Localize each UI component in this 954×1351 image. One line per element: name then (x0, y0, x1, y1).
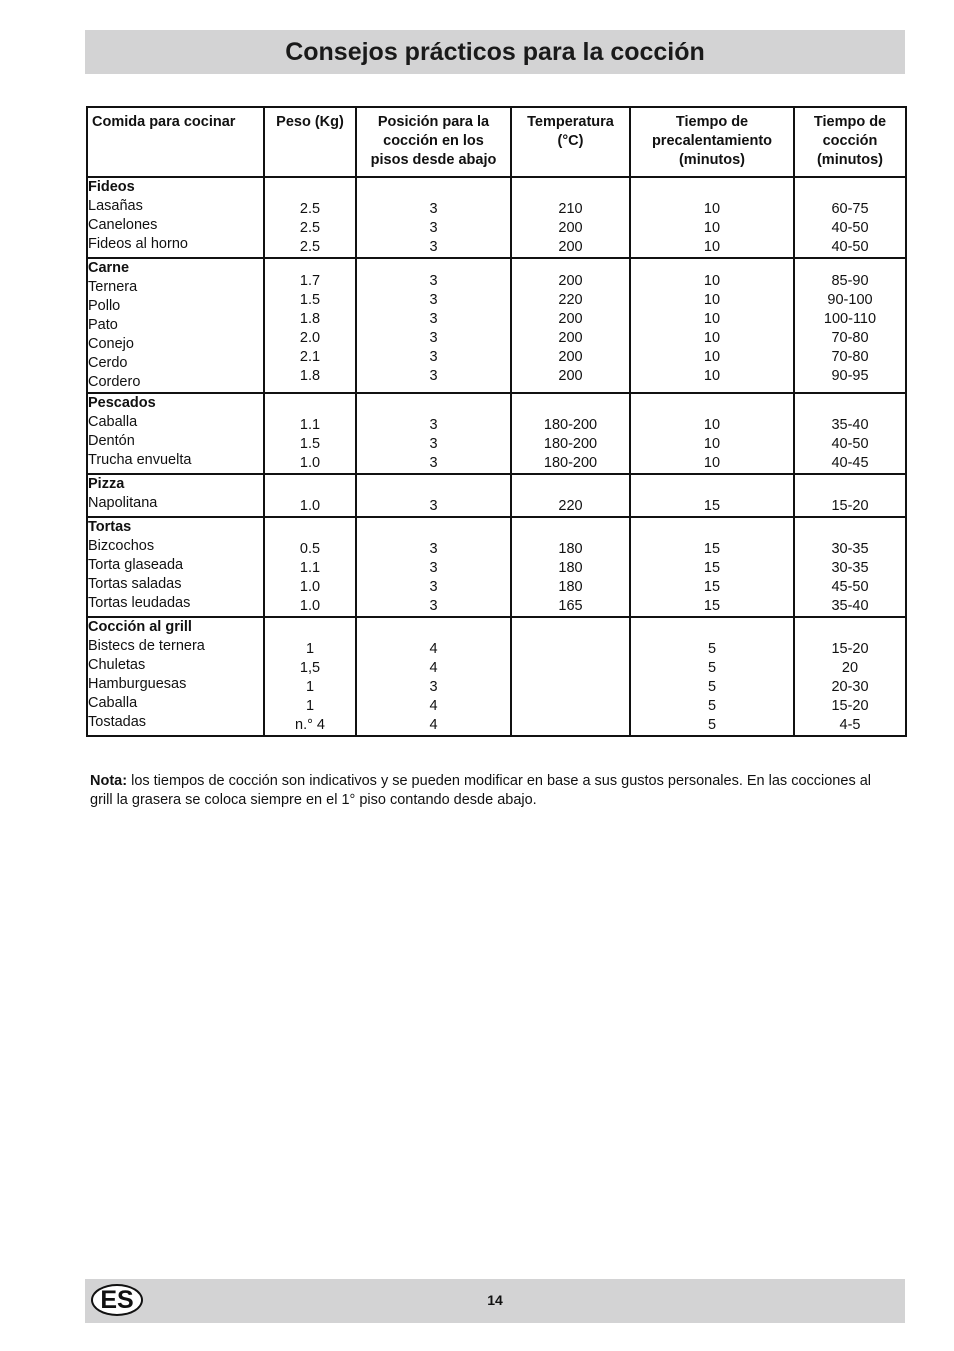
cell-value: 40-50 (831, 220, 869, 236)
cell-value: 1.5 (299, 436, 321, 452)
cell-value: 3 (429, 560, 438, 576)
food-cell (87, 474, 264, 517)
cell-value: 2.5 (299, 201, 321, 217)
cell-value: 200 (558, 349, 583, 365)
cell-value: 1.1 (299, 560, 321, 576)
cell-value: 3 (429, 220, 438, 236)
cell-value: 1 (305, 698, 315, 714)
food-item: Torta glaseada (88, 557, 184, 573)
cell-value: 220 (558, 292, 583, 308)
table-row (87, 617, 906, 736)
cook-time-cell (794, 617, 906, 736)
cell-value: 2.5 (299, 239, 321, 255)
food-item: Dentón (88, 433, 135, 449)
cooking-table (86, 106, 907, 737)
position-cell (356, 177, 511, 258)
category-label: Tortas (88, 519, 132, 535)
cell-value: 200 (558, 368, 583, 384)
food-cell (87, 258, 264, 393)
weight-cell (264, 617, 356, 736)
cell-value: 3 (429, 455, 438, 471)
food-item: Conejo (88, 336, 134, 352)
page-title: Consejos prácticos para la cocción (285, 37, 705, 66)
cell-value: 15 (703, 541, 721, 557)
cell-value: 200 (558, 330, 583, 346)
cell-value: 15-20 (831, 641, 869, 657)
cell-value: 3 (429, 436, 438, 452)
cell-value: 4-5 (839, 717, 861, 733)
cell-value: 5 (707, 660, 717, 676)
header-cook-time (794, 107, 906, 177)
category-label: Carne (88, 260, 130, 276)
cell-value: 3 (429, 579, 438, 595)
food-item: Canelones (88, 217, 158, 233)
cook-time-cell (794, 393, 906, 474)
cell-value: 10 (703, 220, 721, 236)
food-item: Tortas leudadas (88, 595, 191, 611)
cell-value: 10 (703, 455, 721, 471)
cell-value: 40-50 (831, 239, 869, 255)
cell-value: 15-20 (831, 698, 869, 714)
cell-value: 15 (703, 498, 721, 514)
cell-value: 1.8 (299, 311, 321, 327)
cell-value: 1.7 (299, 273, 321, 289)
cell-value: 90-95 (831, 368, 869, 384)
cell-value: 35-40 (831, 417, 869, 433)
cell-value (512, 716, 629, 735)
header-text: Peso (Kg) (276, 114, 344, 130)
preheat-cell (630, 474, 794, 517)
cell-value: 15 (703, 579, 721, 595)
cell-value: 1.0 (299, 498, 321, 514)
temperature-cell (511, 617, 630, 736)
cell-value: 40-50 (831, 436, 869, 452)
cell-value: 2.1 (299, 349, 321, 365)
cook-time-cell (794, 474, 906, 517)
cell-value: 35-40 (831, 598, 869, 614)
header-temperature (511, 107, 630, 177)
cell-value: 1.0 (299, 598, 321, 614)
position-cell (356, 517, 511, 617)
preheat-cell (630, 393, 794, 474)
cell-value: 3 (429, 417, 438, 433)
cook-time-cell (794, 258, 906, 393)
page-number: 14 (487, 1292, 503, 1308)
header-text: (°C) (557, 133, 584, 149)
cell-value (512, 640, 629, 659)
header-text: (minutos) (816, 152, 884, 168)
cell-value: 10 (703, 201, 721, 217)
cell-value: n.° 4 (295, 717, 325, 733)
title-bar (85, 30, 905, 74)
cell-value: 180-200 (543, 436, 598, 452)
cell-value: 20-30 (831, 679, 869, 695)
note-label: Nota: (90, 773, 128, 789)
food-item: Cerdo (88, 355, 128, 371)
cell-value: 1.5 (299, 292, 321, 308)
cell-value: 3 (429, 330, 438, 346)
food-item: Pato (88, 317, 118, 333)
cell-value: 10 (703, 330, 721, 346)
cell-value: 3 (429, 368, 438, 384)
food-item: Hamburguesas (88, 676, 187, 692)
cell-value: 180 (558, 579, 583, 595)
header-text: Comida para cocinar (92, 114, 236, 130)
header-weight (264, 107, 356, 177)
cell-value: 70-80 (831, 330, 869, 346)
cell-value: 1.0 (299, 579, 321, 595)
cell-value: 10 (703, 239, 721, 255)
cell-value: 15 (703, 560, 721, 576)
temperature-cell (511, 258, 630, 393)
weight-cell (264, 258, 356, 393)
food-cell (87, 517, 264, 617)
cell-value: 200 (558, 273, 583, 289)
food-item: Caballa (88, 414, 138, 430)
cell-value: 15-20 (831, 498, 869, 514)
weight-cell (264, 393, 356, 474)
cell-value: 10 (703, 436, 721, 452)
header-food (87, 107, 264, 177)
note (90, 772, 890, 810)
cell-value: 85-90 (831, 273, 869, 289)
cell-value: 5 (707, 641, 717, 657)
preheat-cell (630, 177, 794, 258)
cell-value: 3 (429, 311, 438, 327)
food-cell (87, 177, 264, 258)
cell-value: 3 (429, 598, 438, 614)
food-item: Napolitana (88, 495, 158, 511)
table-row (87, 258, 906, 393)
cell-value (512, 659, 629, 678)
cell-value (512, 678, 629, 697)
cell-value: 70-80 (831, 349, 869, 365)
cell-value: 4 (429, 660, 438, 676)
category-label: Cocción al grill (88, 619, 192, 635)
table-body (87, 177, 906, 736)
food-item: Fideos al horno (88, 236, 188, 252)
food-item: Trucha envuelta (88, 452, 192, 468)
cell-value: 45-50 (831, 579, 869, 595)
cell-value: 3 (429, 239, 438, 255)
food-cell (87, 393, 264, 474)
cell-value: 1 (305, 679, 315, 695)
cell-value: 0.5 (299, 541, 321, 557)
header-preheat (630, 107, 794, 177)
table-header-row (87, 107, 906, 177)
weight-cell (264, 177, 356, 258)
cell-value: 3 (429, 679, 438, 695)
cell-value (512, 697, 629, 716)
header-text: precalentamiento (651, 133, 773, 149)
cell-value: 4 (429, 717, 438, 733)
preheat-cell (630, 617, 794, 736)
food-item: Lasañas (88, 198, 143, 214)
cell-value: 200 (558, 311, 583, 327)
cell-value: 3 (429, 273, 438, 289)
cell-value: 4 (429, 698, 438, 714)
header-text: Tiempo de (675, 114, 749, 130)
category-label: Pizza (88, 476, 125, 492)
header-text: cocción (822, 133, 878, 149)
cell-value: 5 (707, 717, 717, 733)
cell-value: 10 (703, 349, 721, 365)
header-text: cocción en los (383, 133, 484, 149)
temperature-cell (511, 393, 630, 474)
cell-value: 1,5 (299, 660, 321, 676)
cell-value: 180 (558, 541, 583, 557)
cell-value: 100-110 (823, 311, 877, 327)
cook-time-cell (794, 517, 906, 617)
cell-value: 40-45 (831, 455, 869, 471)
cell-value: 15 (703, 598, 721, 614)
cook-time-cell (794, 177, 906, 258)
cell-value: 2.0 (299, 330, 321, 346)
cell-value: 180-200 (543, 417, 598, 433)
header-text: Tiempo de (813, 114, 887, 130)
cell-value: 180-200 (543, 455, 598, 471)
preheat-cell (630, 517, 794, 617)
cell-value: 200 (558, 239, 583, 255)
cell-value: 220 (558, 498, 583, 514)
temperature-cell (511, 517, 630, 617)
cell-value: 165 (558, 598, 583, 614)
food-item: Caballa (88, 695, 138, 711)
cell-value: 10 (703, 417, 721, 433)
preheat-cell (630, 258, 794, 393)
table-row (87, 517, 906, 617)
header-position (356, 107, 511, 177)
header-text: Posición para la (377, 114, 490, 130)
cell-value: 1.1 (299, 417, 321, 433)
food-item: Cordero (88, 374, 141, 390)
category-label: Pescados (88, 395, 156, 411)
footer-bar (85, 1279, 905, 1323)
cell-value: 180 (558, 560, 583, 576)
note-text: los tiempos de cocción son indicativos y se pueden modificar en base a sus gustos personales. En las cocciones al grill la grasera se coloca siempre en el 1° piso contando desde abajo. (90, 773, 872, 808)
table-row (87, 474, 906, 517)
cell-value: 10 (703, 273, 721, 289)
cell-value: 1.8 (299, 368, 321, 384)
cell-value: 10 (703, 368, 721, 384)
food-cell (87, 617, 264, 736)
cell-value: 20 (841, 660, 859, 676)
cell-value: 2.5 (299, 220, 321, 236)
position-cell (356, 258, 511, 393)
cell-value: 1.0 (299, 455, 321, 471)
food-item: Tostadas (88, 714, 147, 730)
weight-cell (264, 474, 356, 517)
category-label: Fideos (88, 179, 135, 195)
table-row (87, 393, 906, 474)
food-item: Bizcochos (88, 538, 155, 554)
position-cell (356, 617, 511, 736)
language-badge: ES (91, 1284, 143, 1316)
position-cell (356, 474, 511, 517)
food-item: Chuletas (88, 657, 146, 673)
cell-value: 3 (429, 541, 438, 557)
table-row (87, 177, 906, 258)
cell-value: 3 (429, 201, 438, 217)
cell-value: 210 (558, 201, 583, 217)
header-text: Temperatura (527, 114, 614, 130)
cell-value: 30-35 (831, 541, 869, 557)
cell-value: 1 (305, 641, 315, 657)
cell-value: 5 (707, 698, 717, 714)
temperature-cell (511, 177, 630, 258)
header-text: (minutos) (678, 152, 746, 168)
cell-value: 90-100 (827, 292, 873, 308)
food-item: Bistecs de ternera (88, 638, 205, 654)
cell-value: 3 (429, 292, 438, 308)
weight-cell (264, 517, 356, 617)
temperature-cell (511, 474, 630, 517)
header-text: pisos desde abajo (370, 152, 497, 168)
cell-value: 30-35 (831, 560, 869, 576)
food-item: Tortas saladas (88, 576, 182, 592)
position-cell (356, 393, 511, 474)
cell-value: 200 (558, 220, 583, 236)
food-item: Ternera (88, 279, 138, 295)
food-item: Pollo (88, 298, 121, 314)
cell-value: 10 (703, 311, 721, 327)
cell-value: 60-75 (831, 201, 869, 217)
cell-value: 10 (703, 292, 721, 308)
cell-value: 5 (707, 679, 717, 695)
cell-value: 4 (429, 641, 438, 657)
cell-value: 3 (429, 349, 438, 365)
cell-value: 3 (429, 498, 438, 514)
